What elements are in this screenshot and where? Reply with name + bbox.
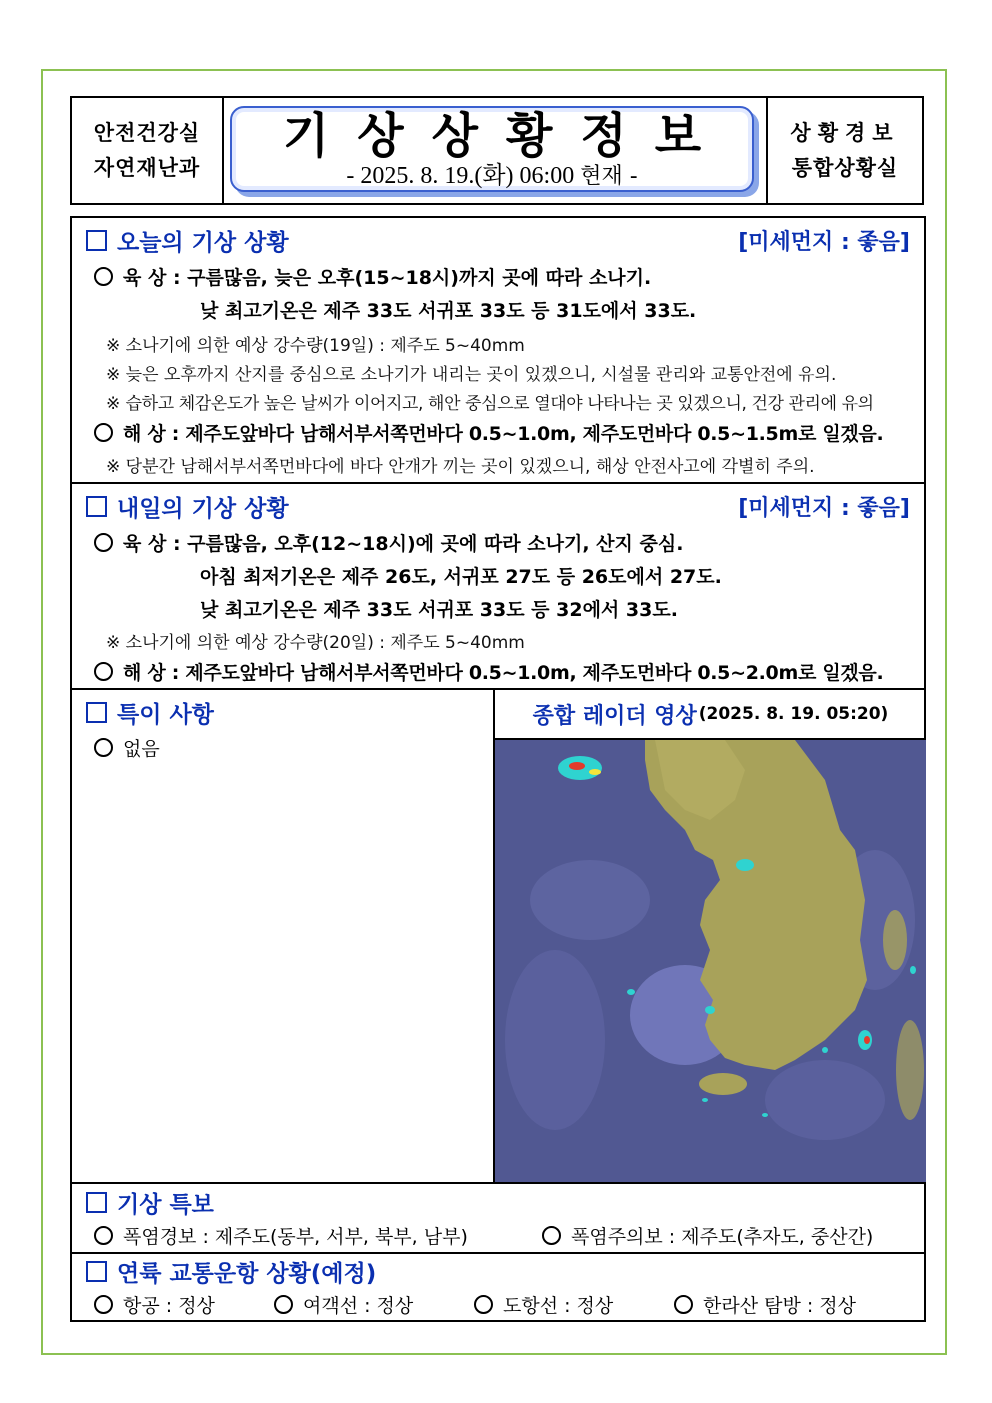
circle-bullet-icon xyxy=(94,662,113,681)
reference-mark-icon: ※ xyxy=(106,394,121,414)
reference-mark-icon: ※ xyxy=(106,633,121,653)
today-land-line1: 육 상 : 구름많음, 늦은 오후(15~18시)까지 곳에 따라 소나기. xyxy=(94,263,651,290)
special-item: 없음 xyxy=(94,734,160,761)
special-section-title: 특이 사항 xyxy=(86,696,214,729)
circle-bullet-icon xyxy=(94,423,113,442)
dept-name-1: 안전건강실 xyxy=(93,120,201,145)
checkbox-square-icon xyxy=(86,702,107,723)
reference-mark-icon: ※ xyxy=(106,365,121,385)
tomorrow-sea-line: 해 상 : 제주도앞바다 남해서부서쪽먼바다 0.5~1.0m, 제주도먼바다 0.5~2.0m로 일겠음. xyxy=(94,658,883,685)
today-note-4: ※ 당분간 남해서부서쪽먼바다에 바다 안개가 끼는 곳이 있겠으니, 해상 안전사고에 각별히 주의. xyxy=(106,457,815,477)
reference-mark-icon: ※ xyxy=(106,457,121,477)
header-left-cell xyxy=(70,96,224,205)
tomorrow-section-title: 내일의 기상 상황 xyxy=(86,490,289,523)
circle-bullet-icon xyxy=(674,1295,693,1314)
today-land-line2: 낮 최고기온은 제주 33도 서귀포 33도 등 31도에서 33도. xyxy=(200,300,697,322)
radar-title-cell xyxy=(495,690,926,738)
circle-bullet-icon xyxy=(94,533,113,552)
today-note-2: ※ 늦은 오후까지 산지를 중심으로 소나기가 내리는 곳이 있겠으니, 시설물 관리와 교통안전에 유의. xyxy=(106,365,837,385)
radar-title: 종합 레이더 영상 xyxy=(532,703,697,729)
divider xyxy=(72,1182,924,1184)
checkbox-square-icon xyxy=(86,1261,107,1282)
office-name-1: 상황경보 xyxy=(790,120,900,145)
circle-bullet-icon xyxy=(94,1295,113,1314)
page-title: 기상상황정보 xyxy=(282,107,730,164)
report-datetime: - 2025. 8. 19.(화) 06:00 xyxy=(346,162,575,189)
circle-bullet-icon xyxy=(542,1226,561,1245)
transport-section-title: 연륙 교통운항 상황(예정) xyxy=(86,1255,376,1288)
reference-mark-icon: ※ xyxy=(106,336,121,356)
header-right-cell xyxy=(766,96,924,205)
warning-item-1: 폭염경보 : 제주도(동부, 서부, 북부, 남부) xyxy=(94,1222,468,1249)
dept-name-2: 자연재난과 xyxy=(93,155,201,180)
transport-item-hallasan: 한라산 탐방 : 정상 xyxy=(674,1291,856,1318)
transport-item-air: 항공 : 정상 xyxy=(94,1291,215,1318)
transport-item-island-ferry: 도항선 : 정상 xyxy=(474,1291,613,1318)
content-table xyxy=(70,216,926,1322)
page-subtitle xyxy=(346,163,637,190)
warning-item-2: 폭염주의보 : 제주도(추자도, 중산간) xyxy=(542,1222,873,1249)
tomorrow-note-1: ※ 소나기에 의한 예상 강수량(20일) : 제주도 5~40mm xyxy=(106,633,525,653)
checkbox-square-icon xyxy=(86,496,107,517)
checkbox-square-icon xyxy=(86,1192,107,1213)
office-name-2: 통합상황실 xyxy=(791,155,899,180)
report-datetime-suffix: 현재 - xyxy=(580,163,638,189)
circle-bullet-icon xyxy=(474,1295,493,1314)
radar-image xyxy=(495,740,926,1182)
today-dust-level: [미세먼지 : 좋음] xyxy=(738,230,910,255)
radar-land-jeju xyxy=(699,1073,747,1095)
today-section-title: 오늘의 기상 상황 xyxy=(86,224,289,257)
today-note-1: ※ 소나기에 의한 예상 강수량(19일) : 제주도 5~40mm xyxy=(106,336,525,356)
today-sea-line: 해 상 : 제주도앞바다 남해서부서쪽먼바다 0.5~1.0m, 제주도먼바다 0.5~1.5m로 일겠음. xyxy=(94,419,883,446)
today-note-3: ※ 습하고 체감온도가 높은 날씨가 이어지고, 해안 중심으로 열대야 나타나는 곳 있겠으니, 건강 관리에 유의 xyxy=(106,394,874,414)
warning-section-title: 기상 특보 xyxy=(86,1186,214,1219)
tomorrow-land-line2: 아침 최저기온은 제주 26도, 서귀포 27도 등 26도에서 27도. xyxy=(200,566,722,588)
header-title-cell xyxy=(222,96,768,205)
radar-time: (2025. 8. 19. 05:20) xyxy=(698,704,889,724)
circle-bullet-icon xyxy=(94,267,113,286)
circle-bullet-icon xyxy=(94,738,113,757)
circle-bullet-icon xyxy=(274,1295,293,1314)
checkbox-square-icon xyxy=(86,230,107,251)
transport-item-ferry: 여객선 : 정상 xyxy=(274,1291,413,1318)
tomorrow-land-line3: 낮 최고기온은 제주 33도 서귀포 33도 등 32에서 33도. xyxy=(200,599,678,621)
divider xyxy=(72,482,924,484)
tomorrow-land-line1: 육 상 : 구름많음, 오후(12~18시)에 곳에 따라 소나기, 산지 중심. xyxy=(94,529,683,556)
tomorrow-dust-level: [미세먼지 : 좋음] xyxy=(738,496,910,521)
circle-bullet-icon xyxy=(94,1226,113,1245)
title-box xyxy=(230,106,754,192)
divider xyxy=(72,1252,924,1254)
